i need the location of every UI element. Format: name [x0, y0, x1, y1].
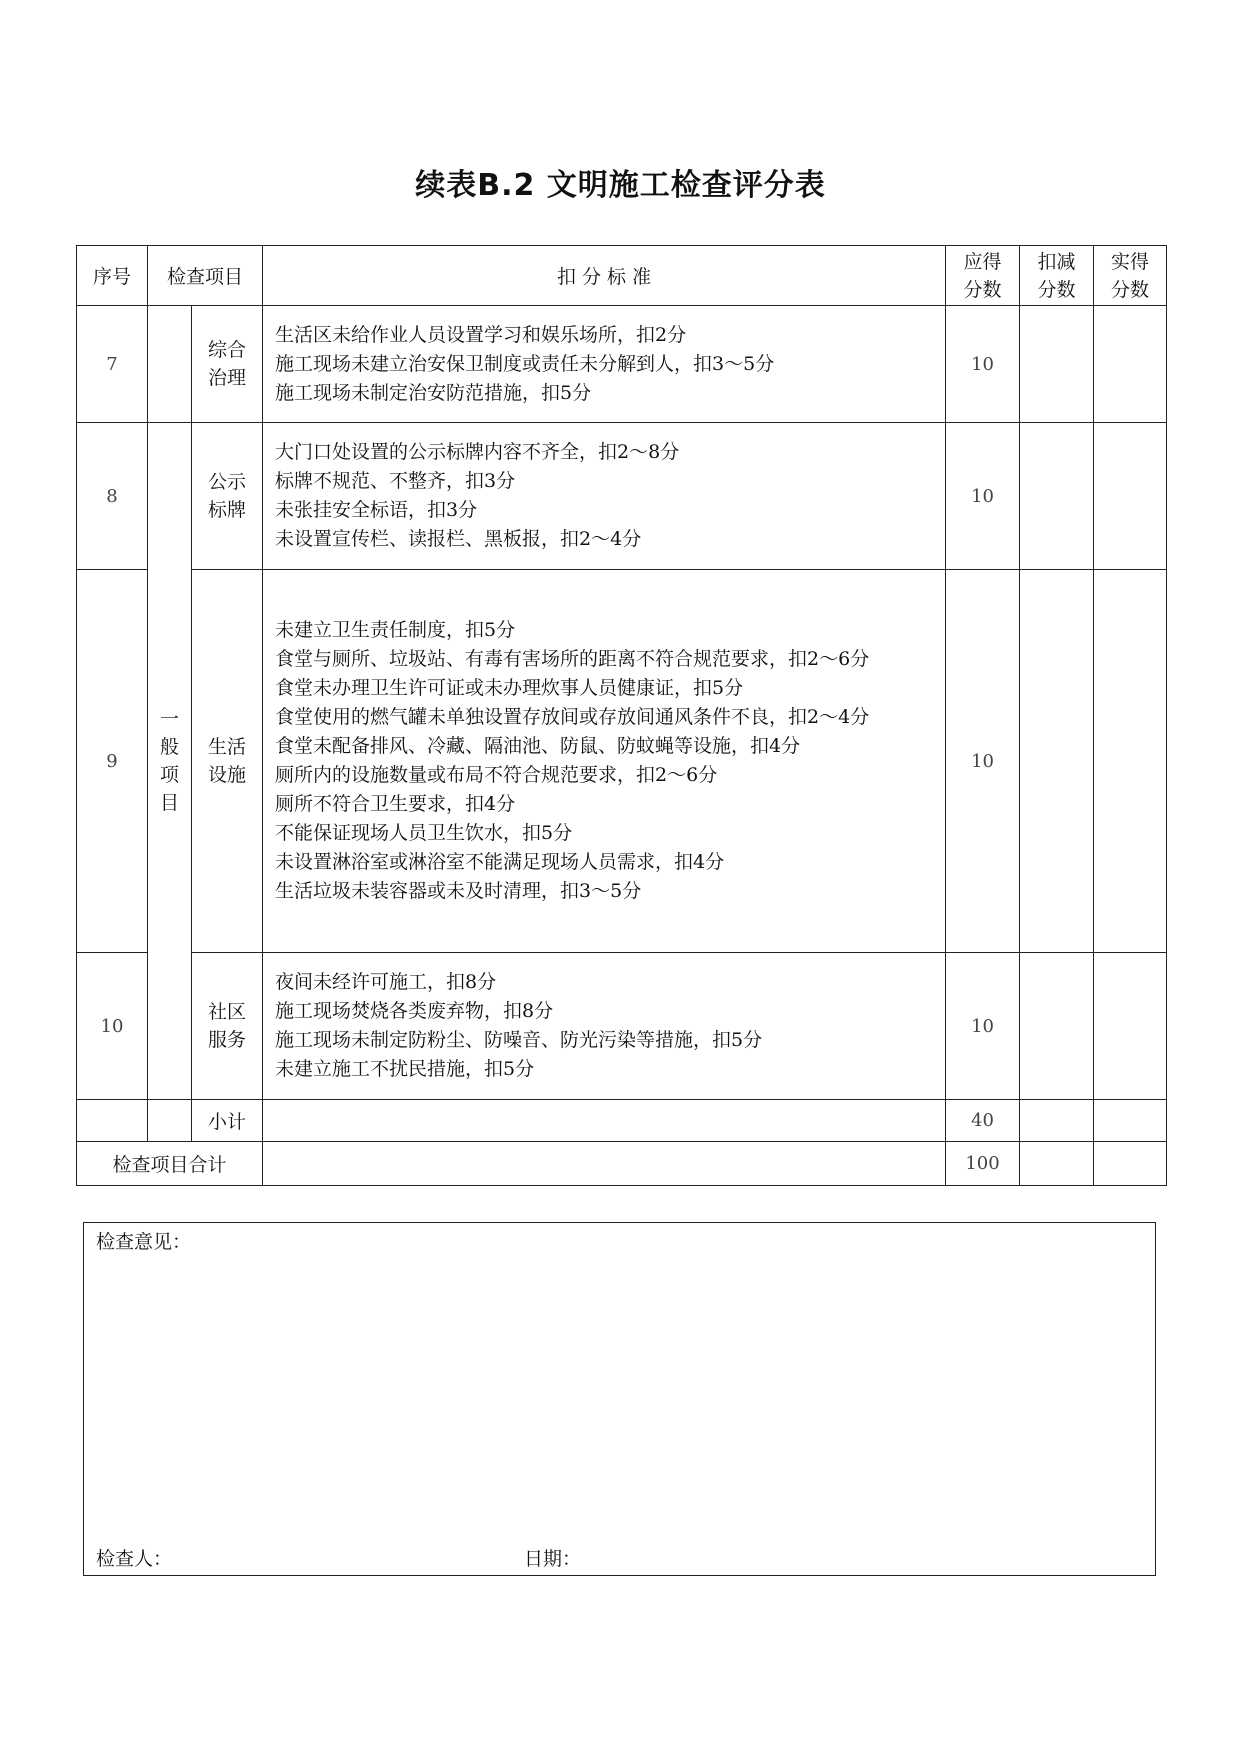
total-row	[77, 1142, 1167, 1186]
row-criteria	[263, 423, 946, 570]
subtotal-score: 40	[946, 1100, 1020, 1142]
row-criteria	[263, 306, 946, 423]
row-should-score: 10	[946, 306, 1020, 423]
category-char: 项	[159, 764, 179, 786]
criteria-line: 未设置淋浴室或淋浴室不能满足现场人员需求，扣4分	[275, 851, 725, 873]
row-item	[192, 953, 263, 1100]
row-deduct-score-cell	[1020, 570, 1094, 953]
page-title: 续表B.2 文明施工检查评分表	[415, 168, 826, 203]
total-criteria-cell	[263, 1142, 946, 1186]
subtotal-category-cell	[148, 1100, 192, 1142]
header-deduct-score	[1020, 246, 1094, 306]
row-should-score: 10	[946, 953, 1020, 1100]
header-row	[77, 246, 1167, 306]
row-deduct-score-cell	[1020, 953, 1094, 1100]
row-item-line: 治理	[208, 367, 247, 389]
inspector-label: 检查人：	[96, 1548, 173, 1570]
header-should-score	[946, 246, 1020, 306]
inspection-opinion-box	[83, 1222, 1156, 1576]
criteria-line: 未设置宣传栏、读报栏、黑板报，扣2～4分	[275, 528, 642, 550]
criteria-line: 未建立卫生责任制度，扣5分	[275, 619, 516, 641]
criteria-line: 未建立施工不扰民措施，扣5分	[275, 1058, 535, 1080]
header-actual-l2: 分数	[1111, 278, 1150, 301]
header-actual-score	[1094, 246, 1167, 306]
row-should-score: 10	[946, 570, 1020, 953]
row-actual-score-cell	[1094, 953, 1167, 1100]
row-item	[192, 570, 263, 953]
criteria-line: 食堂未办理卫生许可证或未办理炊事人员健康证，扣5分	[275, 677, 744, 699]
row-seq: 9	[77, 570, 148, 953]
criteria-line: 大门口处设置的公示标牌内容不齐全，扣2～8分	[275, 441, 680, 463]
header-seq: 序号	[77, 246, 148, 306]
header-criteria: 扣 分 标 准	[263, 246, 946, 306]
criteria-line: 生活垃圾未装容器或未及时清理，扣3～5分	[275, 880, 642, 902]
row-actual-score-cell	[1094, 570, 1167, 953]
criteria-line: 施工现场未制定治安防范措施，扣5分	[275, 381, 592, 404]
score-table	[76, 245, 1167, 1186]
row-item	[192, 423, 263, 570]
table-row	[77, 570, 1167, 953]
row-item-line: 公示	[208, 471, 247, 493]
header-deduct-l1: 扣减	[1037, 250, 1076, 273]
header-actual-l1: 实得	[1111, 250, 1150, 273]
total-actual-cell	[1094, 1142, 1167, 1186]
header-should-l1: 应得	[963, 250, 1002, 273]
subtotal-row	[77, 1100, 1167, 1142]
row-item-line: 社区	[208, 1001, 247, 1023]
row-actual-score-cell	[1094, 306, 1167, 423]
table-row	[77, 953, 1167, 1100]
row-item	[192, 306, 263, 423]
category-empty-cell	[148, 306, 192, 423]
opinion-label: 检查意见：	[96, 1231, 192, 1253]
criteria-line: 食堂使用的燃气罐未单独设置存放间或存放间通风条件不良，扣2～4分	[275, 706, 870, 728]
row-item-line: 生活	[208, 736, 247, 758]
row-actual-score-cell	[1094, 423, 1167, 570]
subtotal-seq-cell	[77, 1100, 148, 1142]
row-seq: 10	[77, 953, 148, 1100]
criteria-line: 不能保证现场人员卫生饮水，扣5分	[275, 822, 573, 844]
criteria-line: 食堂与厕所、垃圾站、有毒有害场所的距离不符合规范要求，扣2～6分	[275, 648, 870, 670]
criteria-line: 生活区未给作业人员设置学习和娱乐场所，扣2分	[275, 323, 687, 346]
header-deduct-l2: 分数	[1037, 278, 1076, 301]
category-char: 一	[159, 708, 179, 730]
table-row	[77, 423, 1167, 570]
header-item: 检查项目	[148, 246, 263, 306]
row-criteria	[263, 570, 946, 953]
criteria-line: 标牌不规范、不整齐，扣3分	[275, 470, 516, 492]
criteria-line: 食堂未配备排风、冷藏、隔油池、防鼠、防蚊蝇等设施，扣4分	[275, 735, 801, 757]
row-seq: 8	[77, 423, 148, 570]
row-should-score: 10	[946, 423, 1020, 570]
table-row	[77, 306, 1167, 423]
category-char: 目	[159, 792, 179, 814]
row-item-line: 标牌	[208, 499, 247, 521]
subtotal-label: 小计	[192, 1100, 263, 1142]
criteria-line: 厕所内的设施数量或布局不符合规范要求，扣2～6分	[275, 764, 718, 786]
total-deduct-cell	[1020, 1142, 1094, 1186]
criteria-line: 施工现场未制定防粉尘、防噪音、防光污染等措施，扣5分	[275, 1029, 763, 1051]
criteria-line: 厕所不符合卫生要求，扣4分	[275, 793, 516, 815]
criteria-line: 未张挂安全标语，扣3分	[275, 499, 478, 521]
total-label: 检查项目合计	[77, 1142, 263, 1186]
row-item-line: 服务	[208, 1029, 247, 1051]
row-seq: 7	[77, 306, 148, 423]
criteria-line: 施工现场未建立治安保卫制度或责任未分解到人，扣3～5分	[275, 352, 775, 375]
criteria-line: 施工现场焚烧各类废弃物，扣8分	[275, 1000, 554, 1022]
subtotal-criteria-cell	[263, 1100, 946, 1142]
row-criteria	[263, 953, 946, 1100]
category-cell	[148, 423, 192, 1100]
subtotal-actual-cell	[1094, 1100, 1167, 1142]
date-label: 日期：	[524, 1548, 582, 1570]
row-item-line: 设施	[208, 764, 247, 786]
row-deduct-score-cell	[1020, 306, 1094, 423]
criteria-line: 夜间未经许可施工，扣8分	[275, 971, 497, 993]
total-score: 100	[946, 1142, 1020, 1186]
category-char: 般	[159, 736, 179, 758]
row-deduct-score-cell	[1020, 423, 1094, 570]
header-should-l2: 分数	[963, 278, 1002, 301]
row-item-line: 综合	[208, 339, 247, 361]
subtotal-deduct-cell	[1020, 1100, 1094, 1142]
